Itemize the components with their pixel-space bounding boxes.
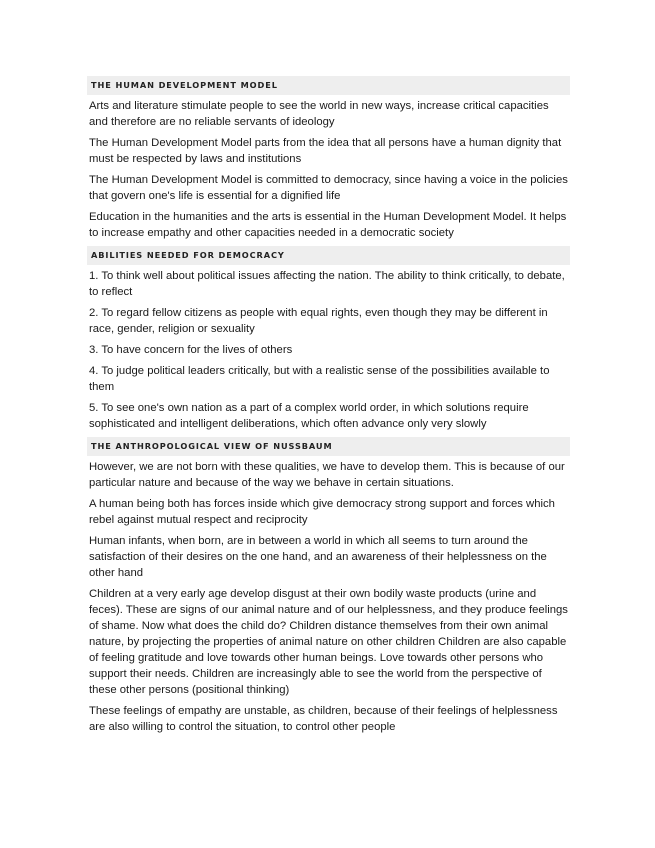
section-abilities-needed-for-democracy — [87, 246, 570, 432]
list-item: 4. To judge political leaders critically, but with a realistic sense of the possibilities available to them — [89, 365, 550, 393]
paragraph: However, we are not born with these qualities, we have to develop them. This is because of our particular nature and because of the way we behave in certain situations. — [89, 461, 565, 489]
list-item: 3. To have concern for the lives of others — [89, 344, 293, 356]
paragraph: A human being both has forces inside which give democracy strong support and forces which rebel against mutual respect and reciprocity — [89, 498, 555, 526]
paragraph: The Human Development Model parts from the idea that all persons have a human dignity that must be respected by laws and institutions — [89, 137, 562, 165]
paragraph: Education in the humanities and the arts is essential in the Human Development Model. It helps to increase empathy and other capacities needed in a democratic society — [89, 211, 567, 239]
document-page — [87, 76, 570, 740]
section-heading: ABILITIES NEEDED FOR DEMOCRACY — [87, 246, 570, 265]
list-item: 1. To think well about political issues affecting the nation. The ability to think critically, to debate, to reflect — [89, 270, 565, 298]
section-human-development-model — [87, 76, 570, 241]
paragraph: Human infants, when born, are in between a world in which all seems to turn around the satisfaction of their desires on the one hand, and an awareness of their helplessness on the other hand — [89, 535, 547, 579]
section-anthropological-view — [87, 437, 570, 735]
section-heading: THE ANTHROPOLOGICAL VIEW OF NUSSBAUM — [87, 437, 570, 456]
paragraph: Children at a very early age develop disgust at their own bodily waste products (urine and feces). These are signs of our animal nature and of our helplessness, and they produce feelings of shame. Now what does the child do? Children distance themselves from their own animal nature, by projecting the properties of animal nature on other children Children are also capable of feeling gratitude and love towards other human beings. Love towards other persons who support their needs. Children are increasingly able to see the world from the perspective of these other persons (positional thinking) — [89, 588, 568, 696]
paragraph: Arts and literature stimulate people to see the world in new ways, increase critical capacities and therefore are no reliable servants of ideology — [89, 100, 549, 128]
list-item: 2. To regard fellow citizens as people with equal rights, even though they may be different in race, gender, religion or sexuality — [89, 307, 548, 335]
paragraph: The Human Development Model is committed to democracy, since having a voice in the policies that govern one's life is essential for a dignified life — [89, 174, 568, 202]
list-item: 5. To see one's own nation as a part of a complex world order, in which solutions require sophisticated and intelligent deliberations, which often advance only very slowly — [89, 402, 529, 430]
section-heading: THE HUMAN DEVELOPMENT MODEL — [87, 76, 570, 95]
paragraph: These feelings of empathy are unstable, as children, because of their feelings of helplessness are also willing to control the situation, to control other people — [89, 705, 558, 733]
